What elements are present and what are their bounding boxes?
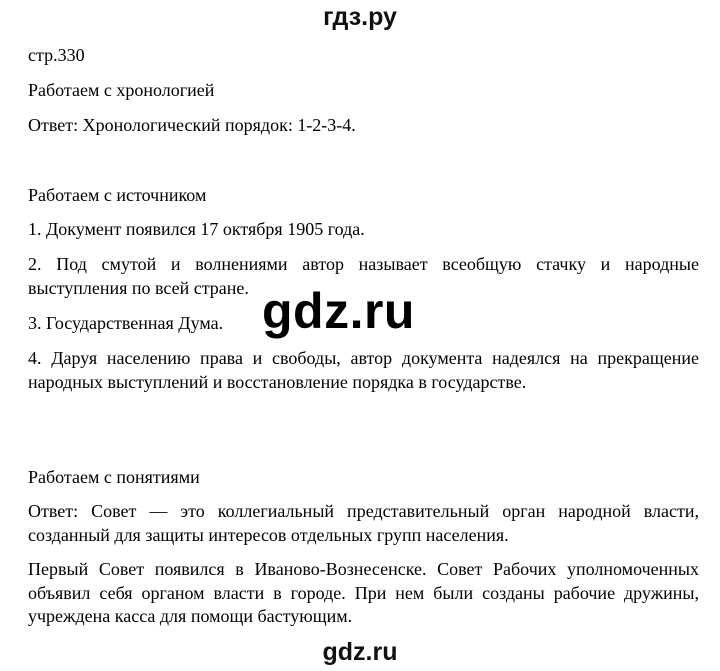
concepts-paragraph: Первый Совет появился в Иваново-Вознесенске. Совет Рабочих уполномоченных объявил себя органом власти в городе. При нем были созданы рабочие дружины, учреждена касса для помощи бастующим. xyxy=(28,559,699,626)
source-heading: Работаем с источником xyxy=(28,185,207,205)
site-logo-header: гдз.ру xyxy=(323,3,397,31)
chronology-answer: Ответ: Хронологический порядок: 1-2-3-4. xyxy=(28,115,356,135)
source-answer-1: 1. Документ появился 17 октября 1905 года. xyxy=(28,219,365,239)
concepts-heading: Работаем с понятиями xyxy=(28,467,200,487)
watermark-logo: gdz.ru xyxy=(262,283,415,339)
chronology-heading: Работаем с хронологией xyxy=(28,80,215,100)
source-answer-4: 4. Даруя населению права и свободы, автор документа надеялся на прекращение народных выступлений и восстановление порядка в государстве. xyxy=(28,348,699,392)
site-logo-footer: gdz.ru xyxy=(322,638,398,666)
source-answer-2: 2. Под смутой и волнениями автор называет всеобщую стачку и народные выступления по всей стране. xyxy=(28,254,699,298)
source-answer-3: 3. Государственная Дума. xyxy=(28,313,224,333)
page-reference: стр.330 xyxy=(28,45,85,65)
concepts-answer: Ответ: Совет — это коллегиальный представительный орган народной власти, созданный для защиты интересов отдельных групп населения. xyxy=(28,501,699,545)
